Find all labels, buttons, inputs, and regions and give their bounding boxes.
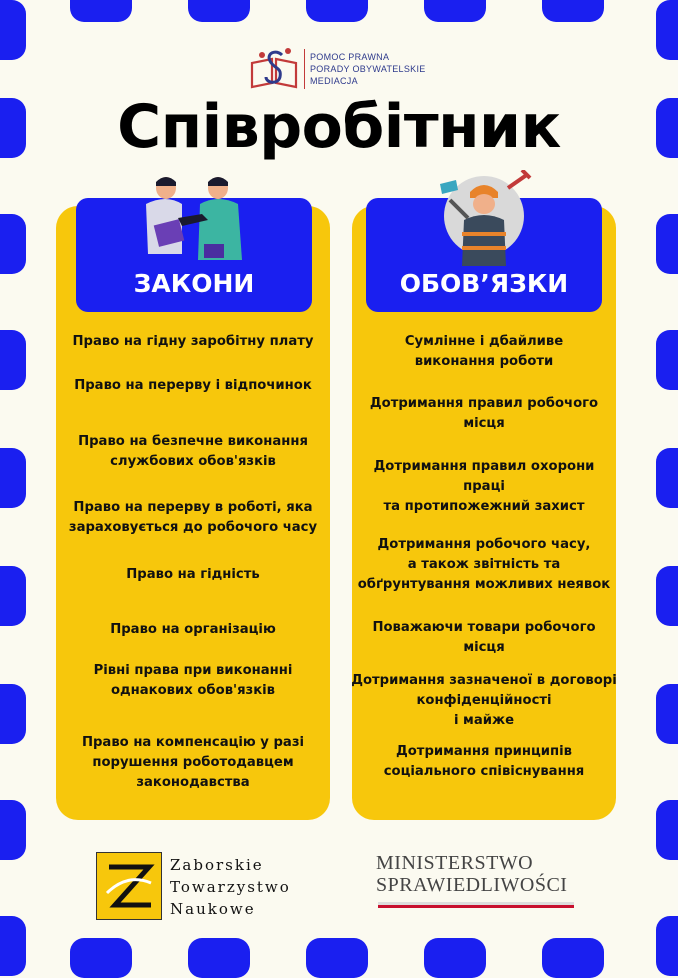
ztn-line: Naukowe xyxy=(170,900,256,918)
rights-item: Право на перерву і відпочинок xyxy=(74,378,312,393)
duties-item: Дотримання правил охорони праці та протипожежний захист xyxy=(373,459,595,514)
ztn-line: Towarzystwo xyxy=(170,878,291,896)
border-dot xyxy=(0,214,26,274)
border-dot xyxy=(70,938,132,978)
rights-item: Право на гідність xyxy=(126,567,260,582)
page-title: Співробітник xyxy=(117,92,561,162)
ztn-emblem-icon xyxy=(96,852,162,920)
rights-item: Право на організацію xyxy=(110,622,276,637)
logo-text xyxy=(310,51,426,87)
logo-separator xyxy=(304,49,305,89)
duties-item: Дотримання принципів соціального співіснування xyxy=(383,744,585,779)
logo-line: POMOC PRAWNA xyxy=(310,52,390,62)
border-dot xyxy=(656,916,678,976)
border-dot xyxy=(424,938,486,978)
header-logo xyxy=(248,45,448,93)
rights-item: Рівні права при виконанні однакових обов'язків xyxy=(93,663,293,698)
ministry-line: SPRAWIEDLIWOŚCI xyxy=(376,874,568,896)
flag-stripe-icon xyxy=(378,902,574,908)
ztn-line: Zaborskie xyxy=(170,856,264,874)
ministry-line: MINISTERSTWO xyxy=(376,852,534,874)
logo-line: PORADY OBYWATELSKIE xyxy=(310,64,426,74)
duties-item: Поважаючи товари робочого місця xyxy=(372,620,596,655)
border-dot xyxy=(424,0,486,22)
border-dot xyxy=(306,0,368,22)
duties-item: Дотримання правил робочого місця xyxy=(369,396,599,431)
border-dot xyxy=(542,0,604,22)
two-workers-illustration-icon xyxy=(138,174,252,266)
border-dot xyxy=(0,566,26,626)
book-logo-icon xyxy=(248,45,300,93)
border-dot xyxy=(542,938,604,978)
border-dot xyxy=(0,800,26,860)
ministry-logo xyxy=(376,852,586,908)
border-dot xyxy=(188,938,250,978)
border-dot xyxy=(0,448,26,508)
logo-line: MEDIACJA xyxy=(310,76,358,86)
border-dot xyxy=(0,0,26,60)
border-dot xyxy=(0,330,26,390)
border-dot xyxy=(188,0,250,22)
border-dot xyxy=(0,684,26,744)
duties-heading: ОБОВ’ЯЗКИ xyxy=(399,269,569,298)
rights-item: Право на гідну заробітну плату xyxy=(72,334,314,349)
border-dot xyxy=(70,0,132,22)
ztn-text xyxy=(170,854,291,920)
border-dot xyxy=(656,684,678,744)
border-dot xyxy=(656,800,678,860)
duties-item: Дотримання робочого часу, а також звітність та обґрунтування можливих неявок xyxy=(357,537,611,592)
ztn-logo xyxy=(96,852,306,922)
border-dot xyxy=(656,448,678,508)
rights-item: Право на компенсацію у разі порушення роботодавцем законодавства xyxy=(81,735,305,790)
rights-heading: ЗАКОНИ xyxy=(133,269,255,298)
duties-item: Дотримання зазначеної в договорі конфіденційності і майже xyxy=(351,673,617,728)
rights-item: Право на перерву в роботі, яка зараховується до робочого часу xyxy=(68,500,318,535)
border-dot xyxy=(656,566,678,626)
worker-with-tools-illustration-icon xyxy=(434,170,534,266)
border-dot xyxy=(0,916,26,976)
rights-item: Право на безпечне виконання службових обов'язків xyxy=(78,434,308,469)
border-dot xyxy=(306,938,368,978)
border-dot xyxy=(656,0,678,60)
border-dot xyxy=(656,330,678,390)
duties-item: Сумлінне і дбайливе виконання роботи xyxy=(404,334,564,369)
border-dot xyxy=(656,214,678,274)
